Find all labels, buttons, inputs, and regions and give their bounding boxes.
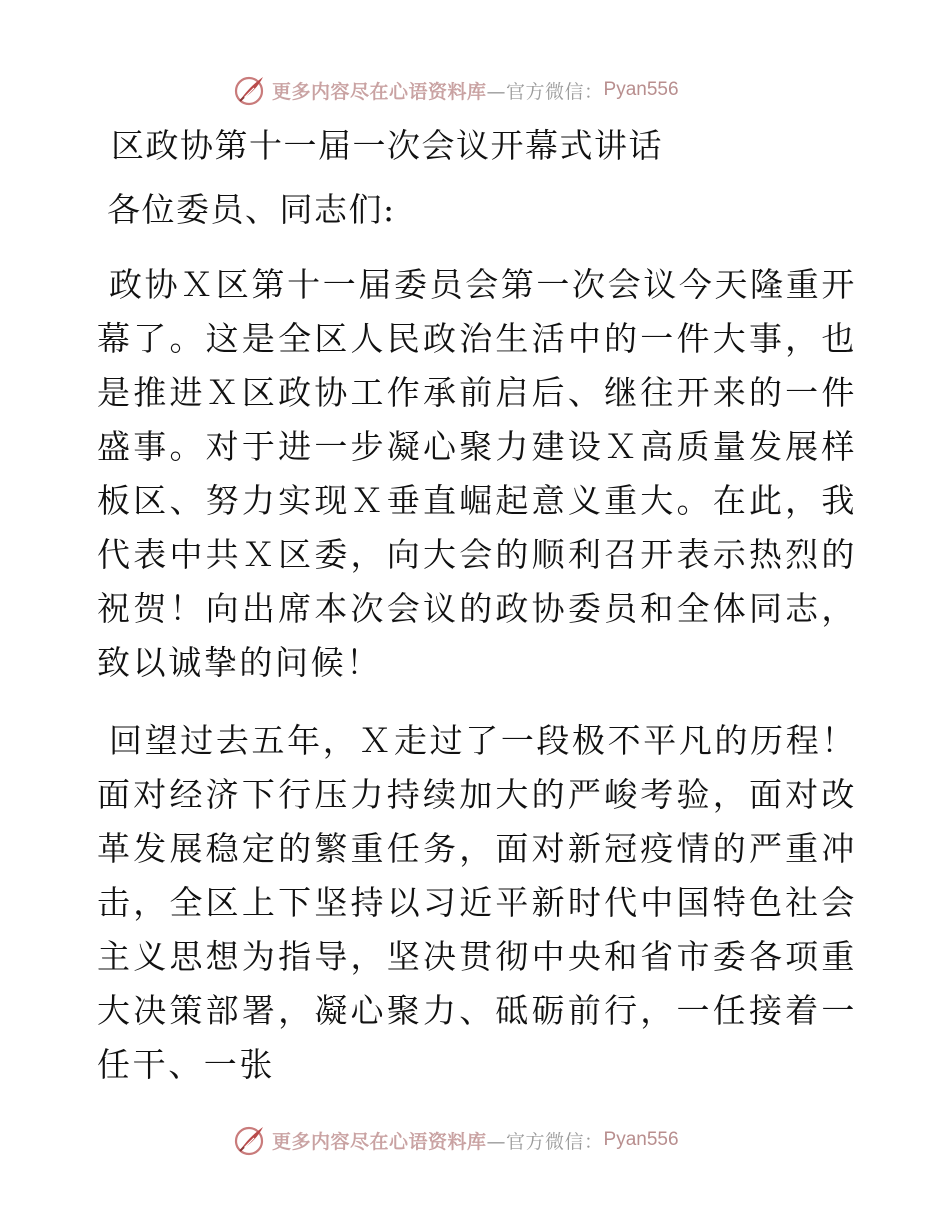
quill-pen-logo-icon	[232, 1122, 268, 1158]
salutation: 各位委员、同志们:	[107, 190, 396, 229]
watermark-separator: —官方微信：	[486, 1130, 604, 1153]
watermark-text: 更多内容尽在心语资料库	[272, 80, 487, 103]
watermark-header	[232, 70, 752, 110]
watermark-wechat-id: Pyan556	[603, 1129, 679, 1150]
document-title: 区政协第十一届一次会议开幕式讲话	[111, 126, 663, 165]
watermark-text: 更多内容尽在心语资料库	[272, 1130, 487, 1153]
watermark-footer	[232, 1120, 752, 1160]
paragraph: 政协Ｘ区第十一届委员会第一次会议今天隆重开幕了。这是全区人民政治生活中的一件大事，也是推进Ｘ区政协工作承前启后、继往开来的一件盛事。对于进一步凝心聚力建设Ｘ高质量发展样板区、努力实现Ｘ垂直崛起意义重大。在此，我代表中共Ｘ区委，向大会的顺利召开表示热烈的祝贺！向出席本次会议的政协委员和全体同志，致以诚挚的问候！	[97, 265, 857, 682]
watermark-separator: —官方微信：	[486, 80, 604, 103]
document-body	[97, 120, 857, 1092]
watermark-wechat-id: Pyan556	[603, 79, 679, 100]
paragraph: 回望过去五年，Ｘ走过了一段极不平凡的历程！面对经济下行压力持续加大的严峻考验，面对改革发展稳定的繁重任务，面对新冠疫情的严重冲击，全区上下坚持以习近平新时代中国特色社会主义思想为指导，坚决贯彻中央和省市委各项重大决策部署，凝心聚力、砥砺前行，一任接着一任干、一张	[97, 721, 857, 1084]
quill-pen-logo-icon	[232, 72, 268, 108]
